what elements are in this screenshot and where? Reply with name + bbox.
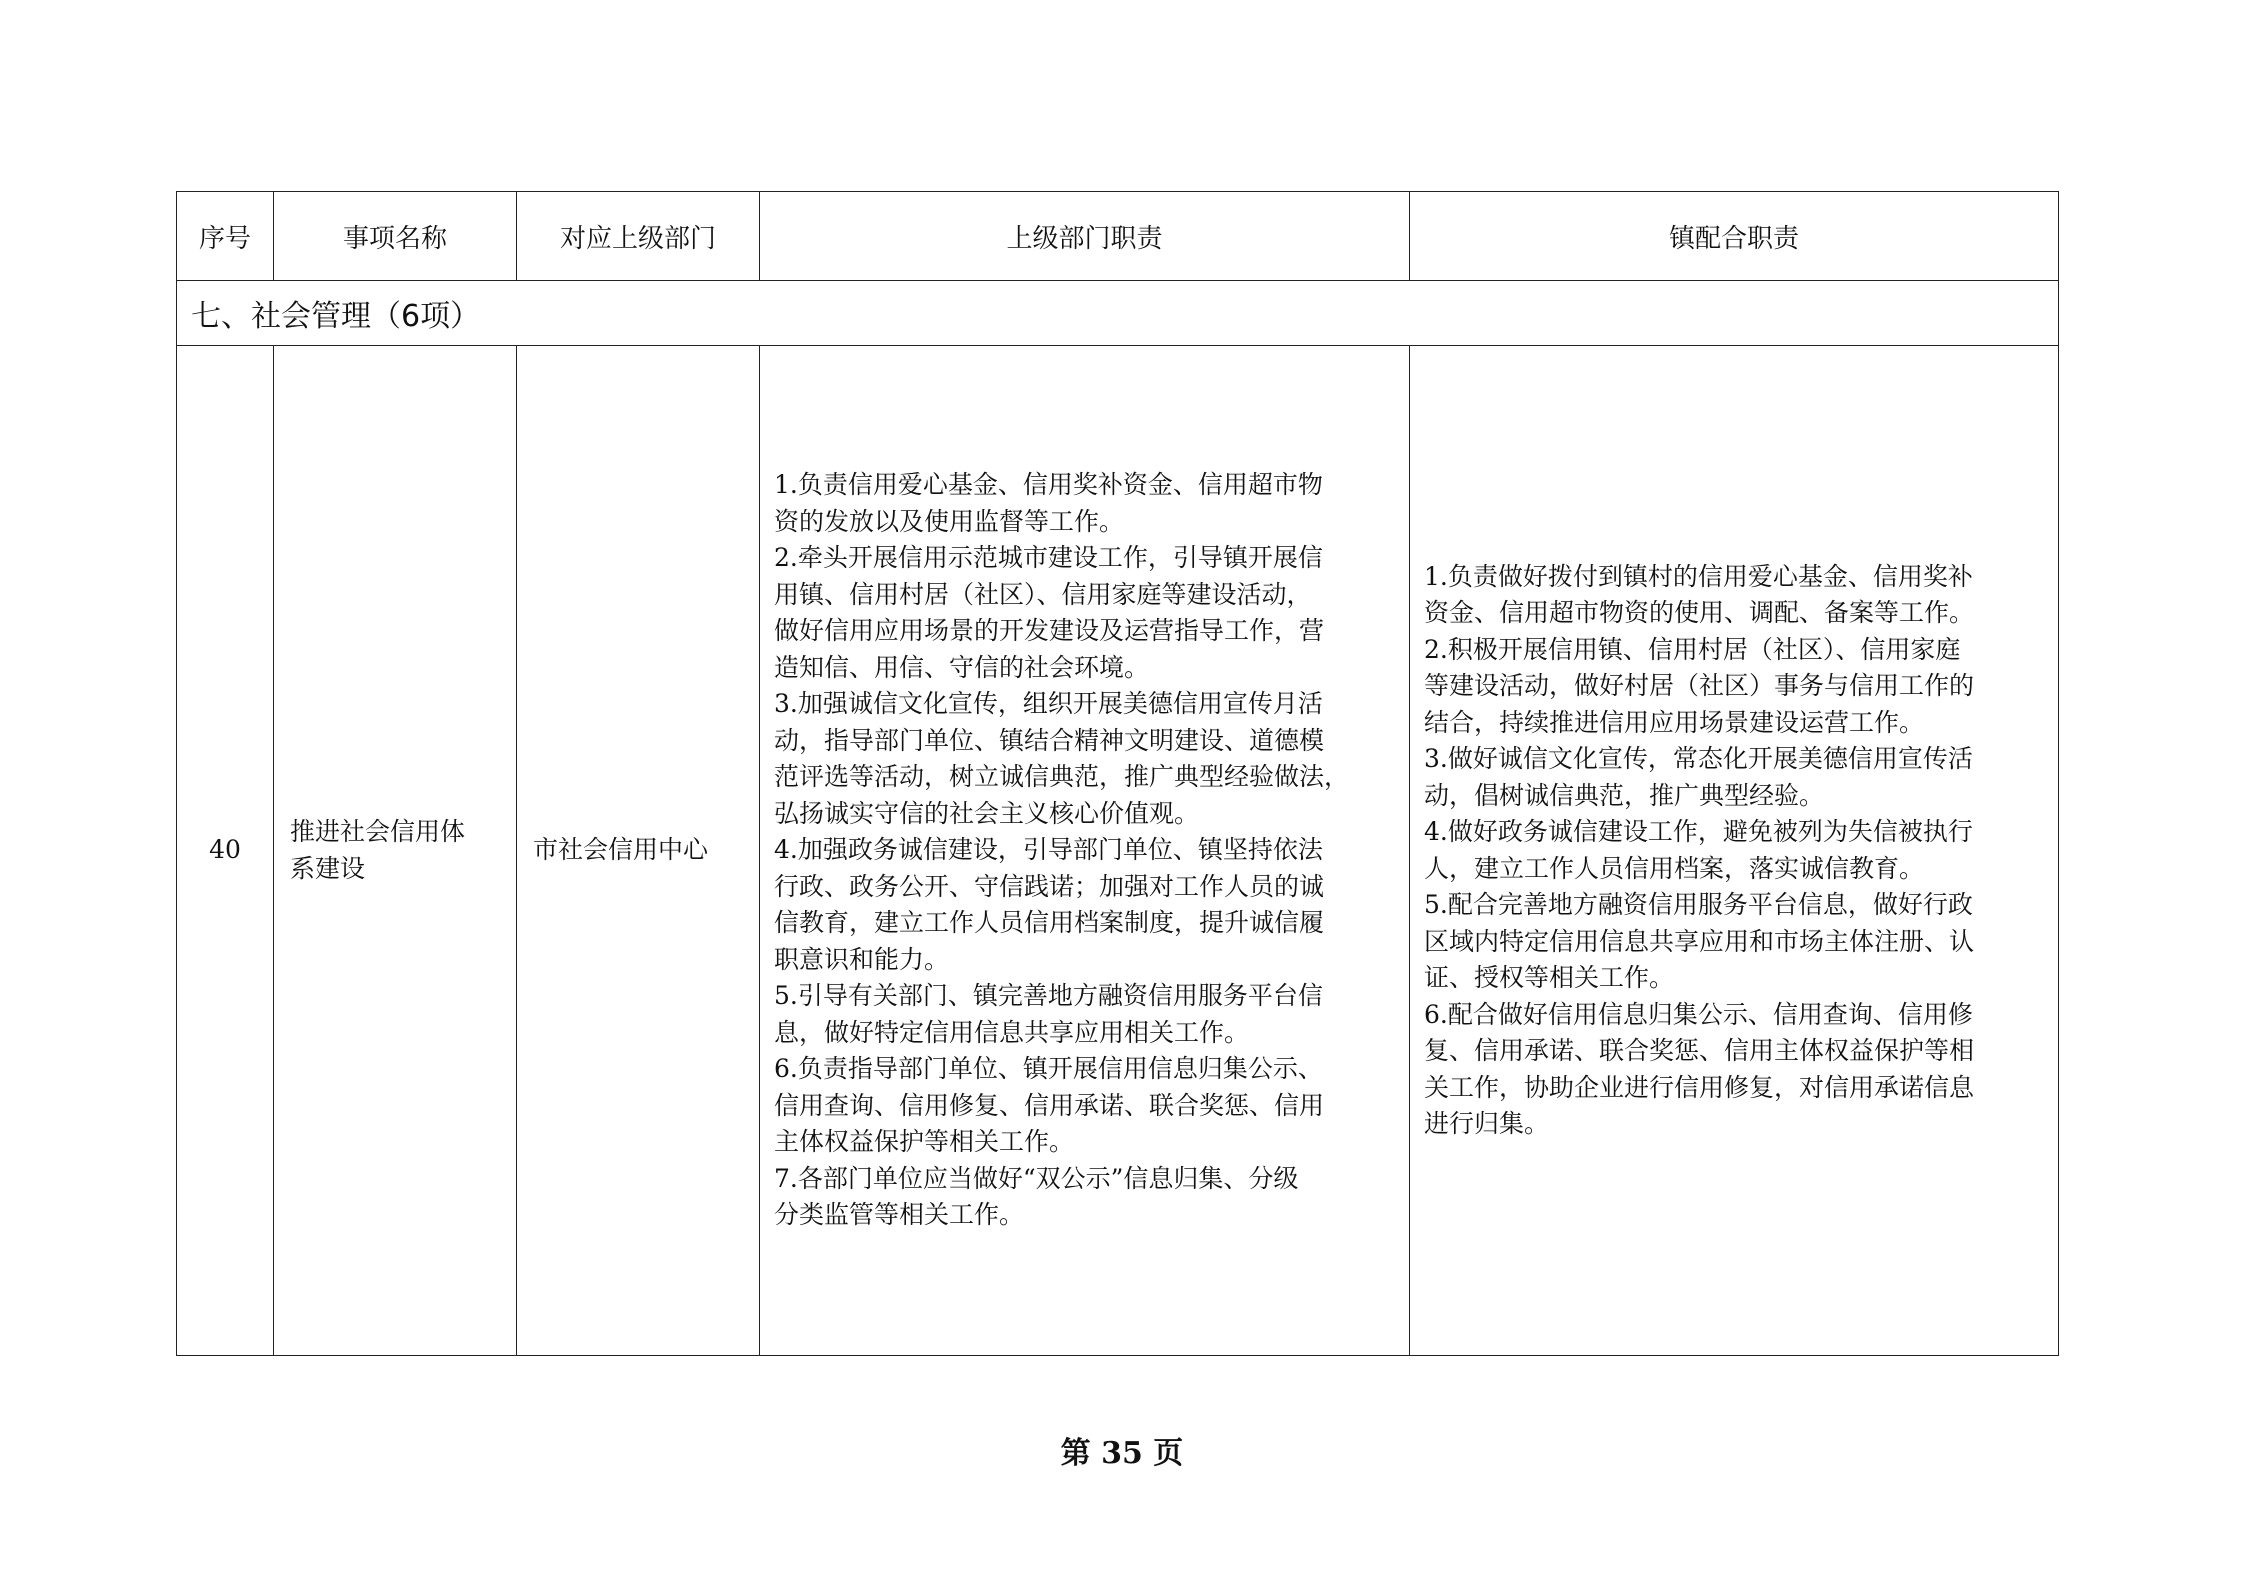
table-row	[177, 346, 2059, 1356]
header-upper-duties: 上级部门职责	[760, 192, 1410, 281]
text-line: 4.加强政务诚信建设，引导部门单位、镇坚持依法	[774, 835, 1323, 865]
text-line: 进行归集。	[1424, 1109, 1550, 1138]
text-line: 区域内特定信用信息共享应用和市场主体注册、认	[1424, 926, 1975, 956]
text-line: 4.做好政务诚信建设工作，避免被列为失信被执行	[1424, 817, 1973, 846]
text-line: 6.负责指导部门单位、镇开展信用信息归集公示、	[774, 1054, 1323, 1084]
text-line: 推进社会信用体	[290, 817, 466, 846]
text-line: 2.积极开展信用镇、信用村居（社区）、信用家庭	[1424, 634, 1961, 664]
page-number: 第 35 页	[1060, 1436, 1184, 1471]
table-header-row	[177, 192, 2059, 281]
text-line: 1.负责做好拨付到镇村的信用爱心基金、信用奖补	[1424, 561, 1973, 591]
text-line: 证、授权等相关工作。	[1424, 963, 1675, 992]
text-line: 范评选等活动，树立诚信典范，推广典型经验做法，	[774, 762, 1350, 792]
text-line: 动，指导部门单位、镇结合精神文明建设、道德模	[774, 725, 1325, 755]
town-duties-lines	[1424, 559, 2044, 1143]
text-line: 结合，持续推进信用应用场景建设运营工作。	[1424, 707, 1925, 737]
text-line: 行政、政务公开、守信践诺；加强对工作人员的诚	[774, 871, 1325, 901]
header-department: 对应上级部门	[517, 192, 760, 281]
text-line: 职意识和能力。	[774, 944, 950, 974]
text-line: 信教育，建立工作人员信用档案制度，提升诚信履	[774, 908, 1325, 938]
row-item-name	[274, 346, 517, 1356]
text-line: 息，做好特定信用信息共享应用相关工作。	[774, 1017, 1250, 1047]
row-number: 40	[177, 346, 274, 1356]
row-department: 市社会信用中心	[517, 346, 760, 1356]
header-town-duties: 镇配合职责	[1410, 192, 2059, 281]
text-line: 7.各部门单位应当做好“双公示”信息归集、分级	[774, 1163, 1299, 1193]
text-line: 3.做好诚信文化宣传，常态化开展美德信用宣传活	[1424, 744, 1973, 773]
text-line: 关工作，协助企业进行信用修复，对信用承诺信息	[1424, 1072, 1975, 1102]
text-line: 动，倡树诚信典范，推广典型经验。	[1424, 780, 1825, 810]
text-line: 弘扬诚实守信的社会主义核心价值观。	[774, 798, 1200, 828]
header-number: 序号	[177, 192, 274, 281]
section-row	[177, 281, 2059, 346]
row-upper-duties	[760, 346, 1410, 1356]
header-item-name: 事项名称	[274, 192, 517, 281]
responsibility-table	[176, 191, 2059, 1356]
text-line: 5.配合完善地方融资信用服务平台信息，做好行政	[1424, 890, 1973, 919]
text-line: 用镇、信用村居（社区）、信用家庭等建设活动，	[774, 579, 1312, 609]
text-line: 等建设活动，做好村居（社区）事务与信用工作的	[1424, 671, 1975, 700]
text-line: 6.配合做好信用信息归集公示、信用查询、信用修	[1424, 999, 1973, 1029]
text-line: 造知信、用信、守信的社会环境。	[774, 652, 1150, 682]
text-line: 2.牵头开展信用示范城市建设工作，引导镇开展信	[774, 543, 1323, 573]
text-line: 3.加强诚信文化宣传，组织开展美德信用宣传月活	[774, 689, 1323, 719]
section-title: 七、社会管理（6项）	[177, 281, 2059, 346]
text-line: 信用查询、信用修复、信用承诺、联合奖惩、信用	[774, 1090, 1325, 1120]
row-town-duties	[1410, 346, 2059, 1356]
text-line: 资的发放以及使用监督等工作。	[774, 506, 1125, 536]
upper-duties-lines	[774, 467, 1395, 1234]
text-line: 人，建立工作人员信用档案，落实诚信教育。	[1424, 853, 1925, 883]
text-line: 分类监管等相关工作。	[774, 1200, 1025, 1230]
item-name-lines	[290, 814, 500, 887]
text-line: 系建设	[290, 853, 366, 883]
text-line: 做好信用应用场景的开发建设及运营指导工作，营	[774, 616, 1325, 646]
text-line: 5.引导有关部门、镇完善地方融资信用服务平台信	[774, 981, 1323, 1011]
text-line: 复、信用承诺、联合奖惩、信用主体权益保护等相	[1424, 1036, 1975, 1065]
text-line: 1.负责信用爱心基金、信用奖补资金、信用超市物	[774, 470, 1323, 500]
text-line: 资金、信用超市物资的使用、调配、备案等工作。	[1424, 598, 1975, 627]
text-line: 主体权益保护等相关工作。	[774, 1127, 1075, 1157]
